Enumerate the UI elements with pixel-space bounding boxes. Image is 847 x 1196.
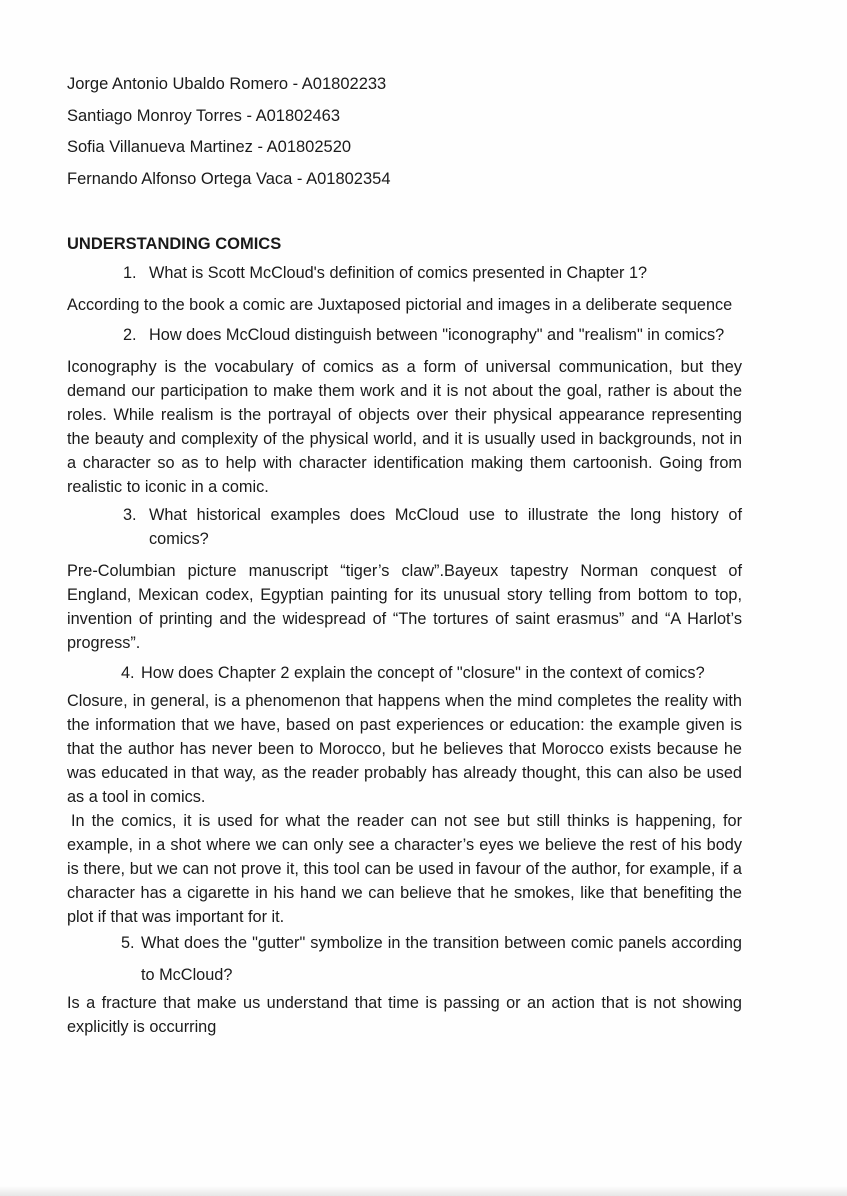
- document-title: UNDERSTANDING COMICS: [67, 235, 282, 253]
- question-5: [67, 927, 742, 991]
- question-3: [67, 503, 742, 551]
- answer-3: Pre-Columbian picture manuscript “tiger’s claw”.Bayeux tapestry Norman conquest of England, Mexican codex, Egyptian painting for its unusual story telling from bottom to top, invention of printing and the widespread of “The tortures of saint erasmus” and “A Harlot’s progress”.: [67, 562, 742, 652]
- answer-2: Iconography is the vocabulary of comics as a form of universal communication, but they demand our participation to make them work and it is not about the goal, rather is about the roles. While realism is the portrayal of objects over their physical appearance representing the beauty and complexity of the physical world, and it is usually used in backgrounds, not in a character so as to help with character identification making them cartoonish. Going from realistic to iconic in a comic.: [67, 358, 742, 496]
- author-line: Santiago Monroy Torres - A01802463: [67, 106, 341, 125]
- question-number: 1.: [123, 264, 137, 282]
- question-number: 5.: [121, 934, 135, 952]
- question-number: 2.: [123, 326, 137, 344]
- page-bottom-edge: [0, 1186, 847, 1196]
- document-page: [67, 72, 742, 1039]
- answer-4-paragraph-2: In the comics, it is used for what the reader can not see but still thinks is happening, for example, in a shot where we can only see a character’s eyes we believe the rest of his body is there, but we can not prove it, this tool can be used in favour of the author, for example, if a character has a cigarette in his hand we can believe that he smokes, like that benefiting the plot if that was important for it.: [67, 812, 742, 926]
- question-text: How does Chapter 2 explain the concept of "closure" in the context of comics?: [141, 664, 705, 682]
- question-text: What historical examples does McCloud use to illustrate the long history of comics?: [149, 506, 742, 548]
- answer-5: Is a fracture that make us understand that time is passing or an action that is not showing explicitly is occurring: [67, 994, 742, 1036]
- question-number: 4.: [121, 664, 135, 682]
- question-text: What is Scott McCloud's definition of comics presented in Chapter 1?: [149, 264, 648, 282]
- author-line: Fernando Alfonso Ortega Vaca - A01802354: [67, 169, 391, 188]
- author-line: Jorge Antonio Ubaldo Romero - A01802233: [67, 75, 387, 93]
- answer-4-paragraph-1: Closure, in general, is a phenomenon that happens when the mind completes the reality with the information that we have, based on past experiences or education: the example given is that the author has never been to Morocco, but he believes that Morocco exists because he was educated in that way, as the reader probably has already thought, this can also be used as a tool in comics.: [67, 692, 742, 806]
- question-text: How does McCloud distinguish between "iconography" and "realism" in comics?: [149, 326, 725, 344]
- question-number: 3.: [123, 506, 137, 524]
- answer-1: According to the book a comic are Juxtaposed pictorial and images in a deliberate sequence: [67, 296, 733, 314]
- question-2: [67, 323, 742, 347]
- question-4: [67, 657, 742, 689]
- question-text: What does the "gutter" symbolize in the transition between comic panels according to McCloud?: [141, 934, 742, 984]
- author-line: Sofia Villanueva Martinez - A01802520: [67, 138, 352, 156]
- question-1: [67, 261, 742, 285]
- author-list: [67, 72, 742, 198]
